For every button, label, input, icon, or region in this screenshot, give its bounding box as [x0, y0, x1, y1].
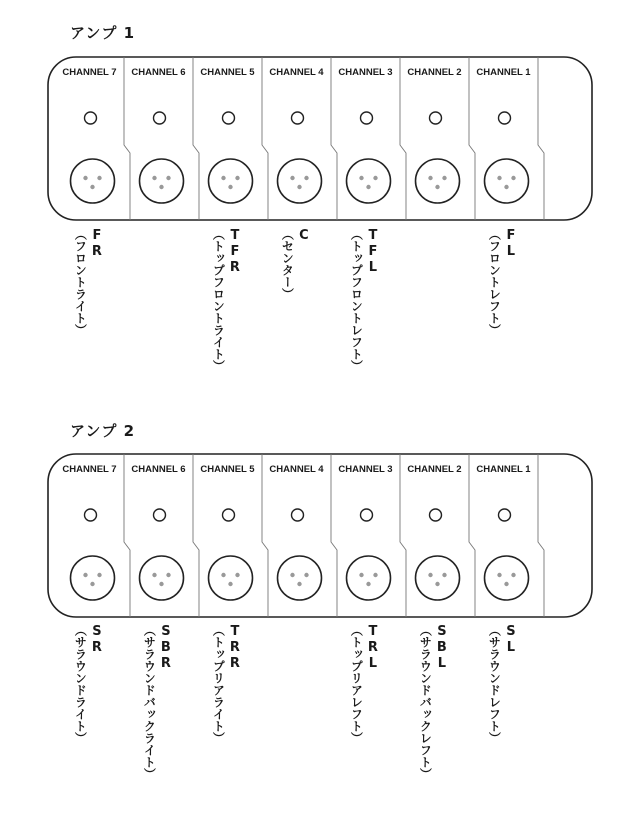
- xlr-pin: [373, 176, 377, 180]
- speaker-description: （トップリアライト）: [211, 624, 226, 744]
- xlr-connector: [347, 159, 391, 203]
- xlr-pin: [359, 176, 363, 180]
- amp-2-panel: [0, 452, 640, 627]
- speaker-description: （サラウンドバックライト）: [142, 624, 157, 780]
- xlr-connector: [140, 556, 184, 600]
- xlr-pin: [428, 573, 432, 577]
- xlr-pin: [297, 185, 301, 189]
- channel-separator: [538, 454, 544, 617]
- channel-indicator: [292, 112, 304, 124]
- xlr-pin: [373, 573, 377, 577]
- speaker-code: C: [296, 228, 312, 244]
- xlr-pin: [297, 582, 301, 586]
- amp-2-speaker-labels: [0, 624, 640, 824]
- xlr-pin: [435, 185, 439, 189]
- amp-2-title: アンプ 2: [70, 422, 136, 440]
- xlr-pin: [166, 573, 170, 577]
- xlr-pin: [435, 582, 439, 586]
- speaker-description: （センター）: [280, 228, 295, 300]
- channel-indicator: [85, 509, 97, 521]
- channel-separator: [538, 57, 544, 220]
- channel-indicator: [154, 112, 166, 124]
- channel-indicator: [361, 509, 373, 521]
- channel-indicator: [154, 509, 166, 521]
- xlr-pin: [235, 573, 239, 577]
- channel-indicator: [223, 112, 235, 124]
- xlr-pin: [97, 573, 101, 577]
- channel-label: CHANNEL 1: [476, 67, 531, 78]
- speaker-description: （トップフロントレフト）: [349, 228, 364, 372]
- speaker-code: TFR: [227, 228, 243, 276]
- channel-indicator: [292, 509, 304, 521]
- xlr-pin: [152, 176, 156, 180]
- speaker-label: [211, 624, 241, 744]
- channel-separator: [262, 57, 268, 220]
- xlr-connector: [209, 159, 253, 203]
- xlr-pin: [159, 582, 163, 586]
- xlr-pin: [221, 176, 225, 180]
- amp-1-panel: [0, 55, 640, 230]
- channel-indicator: [499, 112, 511, 124]
- channel-separator: [400, 57, 406, 220]
- channel-indicator: [85, 112, 97, 124]
- xlr-pin: [359, 573, 363, 577]
- xlr-connector: [347, 556, 391, 600]
- channel-label: CHANNEL 7: [62, 67, 117, 78]
- speaker-description: （フロントレフト）: [487, 228, 502, 336]
- channel-indicator: [430, 112, 442, 124]
- xlr-pin: [152, 573, 156, 577]
- speaker-label: [349, 624, 379, 744]
- xlr-pin: [511, 573, 515, 577]
- speaker-description: （サラウンドライト）: [73, 624, 88, 744]
- channel-indicator: [430, 509, 442, 521]
- xlr-pin: [221, 573, 225, 577]
- channel-indicator: [361, 112, 373, 124]
- channel-label: CHANNEL 2: [407, 464, 462, 475]
- amp-1-speaker-labels: [0, 228, 640, 398]
- speaker-code: FL: [503, 228, 519, 260]
- channel-label: CHANNEL 5: [200, 464, 255, 475]
- channel-label: CHANNEL 5: [200, 67, 255, 78]
- speaker-description: （サラウンドレフト）: [487, 624, 502, 744]
- amp-1-title: アンプ 1: [70, 24, 136, 42]
- channel-indicator: [499, 509, 511, 521]
- xlr-pin: [228, 582, 232, 586]
- xlr-pin: [83, 573, 87, 577]
- xlr-connector: [416, 556, 460, 600]
- xlr-pin: [366, 582, 370, 586]
- xlr-pin: [83, 176, 87, 180]
- speaker-description: （サラウンドバックレフト）: [418, 624, 433, 780]
- speaker-label: [418, 624, 448, 780]
- channel-separator: [124, 454, 130, 617]
- speaker-label: [211, 228, 241, 372]
- xlr-pin: [290, 573, 294, 577]
- channel-separator: [400, 454, 406, 617]
- channel-separator: [262, 454, 268, 617]
- xlr-pin: [235, 176, 239, 180]
- xlr-connector: [209, 556, 253, 600]
- speaker-label: [280, 228, 310, 300]
- xlr-pin: [290, 176, 294, 180]
- speaker-label: [349, 228, 379, 372]
- xlr-pin: [442, 573, 446, 577]
- speaker-code: SBL: [434, 624, 450, 672]
- speaker-code: SR: [89, 624, 105, 656]
- channel-label: CHANNEL 3: [338, 464, 393, 475]
- xlr-connector: [71, 159, 115, 203]
- speaker-label: [73, 228, 103, 336]
- xlr-pin: [228, 185, 232, 189]
- xlr-pin: [442, 176, 446, 180]
- xlr-pin: [428, 176, 432, 180]
- xlr-pin: [497, 176, 501, 180]
- xlr-pin: [304, 176, 308, 180]
- channel-indicator: [223, 509, 235, 521]
- channel-separator: [469, 57, 475, 220]
- xlr-connector: [278, 159, 322, 203]
- speaker-code: SL: [503, 624, 519, 656]
- channel-label: CHANNEL 4: [269, 464, 324, 475]
- xlr-pin: [304, 573, 308, 577]
- speaker-description: （トップフロントライト）: [211, 228, 226, 372]
- speaker-code: TRR: [227, 624, 243, 672]
- xlr-pin: [504, 582, 508, 586]
- channel-label: CHANNEL 2: [407, 67, 462, 78]
- xlr-pin: [166, 176, 170, 180]
- xlr-pin: [511, 176, 515, 180]
- xlr-pin: [97, 176, 101, 180]
- xlr-connector: [416, 159, 460, 203]
- xlr-pin: [159, 185, 163, 189]
- channel-label: CHANNEL 7: [62, 464, 117, 475]
- speaker-code: TFL: [365, 228, 381, 276]
- speaker-label: [487, 228, 517, 336]
- channel-separator: [331, 454, 337, 617]
- xlr-connector: [485, 159, 529, 203]
- xlr-connector: [71, 556, 115, 600]
- speaker-description: （フロントライト）: [73, 228, 88, 336]
- channel-label: CHANNEL 1: [476, 464, 531, 475]
- xlr-pin: [90, 185, 94, 189]
- xlr-pin: [90, 582, 94, 586]
- speaker-label: [73, 624, 103, 744]
- channel-label: CHANNEL 3: [338, 67, 393, 78]
- xlr-connector: [140, 159, 184, 203]
- speaker-description: （トップリアレフト）: [349, 624, 364, 744]
- channel-separator: [193, 454, 199, 617]
- channel-label: CHANNEL 4: [269, 67, 324, 78]
- speaker-code: TRL: [365, 624, 381, 672]
- channel-label: CHANNEL 6: [131, 67, 186, 78]
- speaker-code: SBR: [158, 624, 174, 672]
- xlr-connector: [485, 556, 529, 600]
- speaker-code: FR: [89, 228, 105, 260]
- xlr-pin: [366, 185, 370, 189]
- channel-separator: [193, 57, 199, 220]
- channel-label: CHANNEL 6: [131, 464, 186, 475]
- channel-separator: [331, 57, 337, 220]
- xlr-pin: [504, 185, 508, 189]
- channel-separator: [124, 57, 130, 220]
- speaker-label: [142, 624, 172, 780]
- xlr-pin: [497, 573, 501, 577]
- xlr-connector: [278, 556, 322, 600]
- channel-separator: [469, 454, 475, 617]
- speaker-label: [487, 624, 517, 744]
